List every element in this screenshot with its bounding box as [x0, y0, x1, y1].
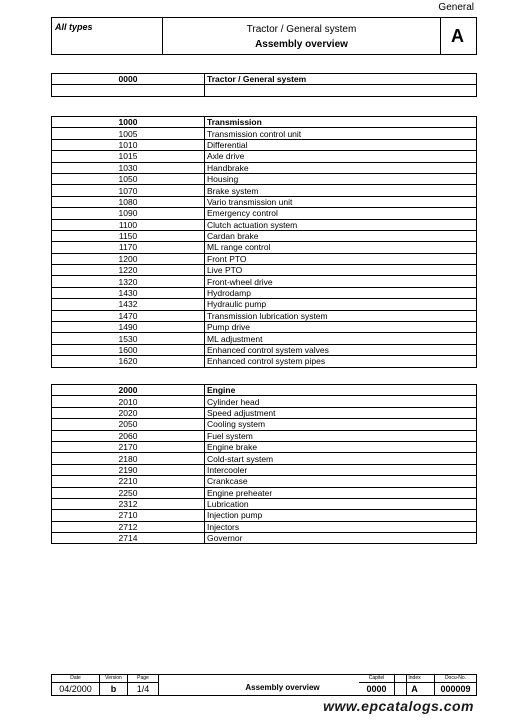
assembly-code: 1430: [52, 287, 205, 298]
footer-version-cell: [100, 675, 128, 695]
table-row: [52, 139, 477, 150]
footer-docu-cell: [435, 675, 476, 695]
assembly-code: 2190: [52, 464, 205, 475]
assembly-code: 1530: [52, 333, 205, 344]
assembly-code: 2060: [52, 430, 205, 441]
assembly-name: Cooling system: [205, 419, 477, 430]
table-row: [52, 396, 477, 407]
assembly-name: Enhanced control system pipes: [205, 356, 477, 367]
footer-date-cell: [52, 675, 100, 695]
assembly-name: Hydrodamp: [205, 287, 477, 298]
table-row: [52, 533, 477, 544]
assembly-code: 0000: [52, 74, 205, 85]
assembly-code: 2714: [52, 533, 205, 544]
table-row: [52, 356, 477, 367]
assembly-code: 1432: [52, 299, 205, 310]
assembly-name: Handbrake: [205, 162, 477, 173]
assembly-name: Lubrication: [205, 498, 477, 509]
assembly-code: 1620: [52, 356, 205, 367]
assembly-code: 2050: [52, 419, 205, 430]
assembly-code: 2312: [52, 498, 205, 509]
footer-date: 04/2000: [59, 684, 92, 694]
section-label: General: [438, 2, 474, 13]
assembly-code: 2250: [52, 487, 205, 498]
table-row: [52, 85, 477, 96]
assembly-code: 2000: [52, 385, 205, 396]
group-table-engine: [51, 384, 477, 544]
assembly-code: 2020: [52, 407, 205, 418]
assembly-code: 1200: [52, 253, 205, 264]
assembly-name: Injectors: [205, 521, 477, 532]
group-table-transmission: [51, 116, 477, 368]
table-row: [52, 128, 477, 139]
assembly-name: Engine brake: [205, 441, 477, 452]
table-row: [52, 344, 477, 355]
assembly-name: ML range control: [205, 242, 477, 253]
table-row: [52, 196, 477, 207]
assembly-name: Enhanced control system valves: [205, 344, 477, 355]
table-row: [52, 276, 477, 287]
assembly-code: 1070: [52, 185, 205, 196]
table-row: [52, 265, 477, 276]
assembly-name: Governor: [205, 533, 477, 544]
assembly-name: Intercooler: [205, 464, 477, 475]
assembly-code: 1470: [52, 310, 205, 321]
assembly-code: 1090: [52, 208, 205, 219]
document-header: [51, 17, 477, 55]
assembly-code: 1010: [52, 139, 205, 150]
table-row: [52, 162, 477, 173]
document-footer: [51, 674, 477, 696]
assembly-name: Emergency control: [205, 208, 477, 219]
footer-capitel-label: Capitel: [359, 675, 394, 683]
assembly-name: Front-wheel drive: [205, 276, 477, 287]
assembly-name: Clutch actuation system: [205, 219, 477, 230]
table-row: [52, 510, 477, 521]
table-row: [52, 208, 477, 219]
assembly-code: 1050: [52, 173, 205, 184]
assembly-code: 1000: [52, 117, 205, 128]
assembly-code: 1030: [52, 162, 205, 173]
assembly-name: Transmission: [205, 117, 477, 128]
assembly-name: Vario transmission unit: [205, 196, 477, 207]
assembly-code: 1490: [52, 322, 205, 333]
table-row: [52, 487, 477, 498]
footer-index: A: [411, 684, 418, 694]
header-titles: [163, 18, 441, 54]
assembly-name: Axle drive: [205, 151, 477, 162]
assembly-code: 2180: [52, 453, 205, 464]
footer-capitel: 0000: [366, 684, 387, 694]
footer-capitel-cell: [359, 675, 395, 695]
table-row: [52, 407, 477, 418]
table-row: [52, 310, 477, 321]
assembly-code: 2010: [52, 396, 205, 407]
group-table-general: [51, 73, 477, 97]
table-row: [52, 230, 477, 241]
footer-page: 1/4: [136, 684, 150, 694]
group-header-row: [52, 74, 477, 85]
table-row: [52, 333, 477, 344]
assembly-name: Transmission lubrication system: [205, 310, 477, 321]
assembly-name: Speed adjustment: [205, 407, 477, 418]
assembly-code: 1100: [52, 219, 205, 230]
footer-version: b: [110, 684, 117, 694]
table-row: [52, 253, 477, 264]
assembly-name: Cardan brake: [205, 230, 477, 241]
footer-page-label: Page: [128, 675, 158, 683]
assembly-name: Fuel system: [205, 430, 477, 441]
table-row: [52, 322, 477, 333]
assembly-name: Hydraulic pump: [205, 299, 477, 310]
assembly-name: Transmission control unit: [205, 128, 477, 139]
assembly-code: 2210: [52, 476, 205, 487]
assembly-name: Tractor / General system: [205, 74, 477, 85]
assembly-name: Engine preheater: [205, 487, 477, 498]
assembly-name: Differential: [205, 139, 477, 150]
table-row: [52, 299, 477, 310]
assembly-name: Front PTO: [205, 253, 477, 264]
assembly-name: Injection pump: [205, 510, 477, 521]
assembly-name: Brake system: [205, 185, 477, 196]
footer-title: Assembly overview: [159, 675, 407, 695]
assembly-name: Housing: [205, 173, 477, 184]
assembly-code: 1150: [52, 230, 205, 241]
assembly-code: 1005: [52, 128, 205, 139]
footer-page-cell: [128, 675, 159, 695]
table-row: [52, 430, 477, 441]
assembly-code: 2170: [52, 441, 205, 452]
footer-version-label: Version: [100, 675, 127, 683]
group-header-row: [52, 117, 477, 128]
assembly-code: 1080: [52, 196, 205, 207]
table-row: [52, 151, 477, 162]
assembly-code: 2712: [52, 521, 205, 532]
chapter-letter: A: [451, 25, 464, 46]
footer-index-cell: [395, 675, 435, 695]
assembly-name: Live PTO: [205, 265, 477, 276]
assembly-code: 2710: [52, 510, 205, 521]
footer-index-label: Index: [395, 675, 434, 683]
group-header-row: [52, 385, 477, 396]
types-label: All types: [52, 18, 163, 54]
table-row: [52, 521, 477, 532]
assembly-code: 1015: [52, 151, 205, 162]
table-row: [52, 287, 477, 298]
assembly-code: [52, 85, 205, 96]
assembly-code: 1320: [52, 276, 205, 287]
header-title: Tractor / General system: [246, 24, 357, 35]
assembly-code: 1220: [52, 265, 205, 276]
assembly-name: Pump drive: [205, 322, 477, 333]
assembly-name: Cylinder head: [205, 396, 477, 407]
table-row: [52, 219, 477, 230]
footer-date-label: Date: [52, 675, 99, 683]
footer-docu-label: Docu-No.: [435, 675, 476, 683]
table-row: [52, 173, 477, 184]
assembly-name: Cold-start system: [205, 453, 477, 464]
header-subtitle: Assembly overview: [255, 39, 348, 50]
table-row: [52, 453, 477, 464]
assembly-name: [205, 85, 477, 96]
assembly-name: ML adjustment: [205, 333, 477, 344]
footer-docu: 000009: [440, 684, 471, 694]
table-row: [52, 476, 477, 487]
assembly-name: Crankcase: [205, 476, 477, 487]
assembly-code: 1170: [52, 242, 205, 253]
assembly-name: Engine: [205, 385, 477, 396]
table-row: [52, 185, 477, 196]
table-row: [52, 419, 477, 430]
table-row: [52, 242, 477, 253]
watermark: www.epcatalogs.com: [323, 698, 474, 714]
table-row: [52, 464, 477, 475]
assembly-code: 1600: [52, 344, 205, 355]
table-row: [52, 441, 477, 452]
table-row: [52, 498, 477, 509]
